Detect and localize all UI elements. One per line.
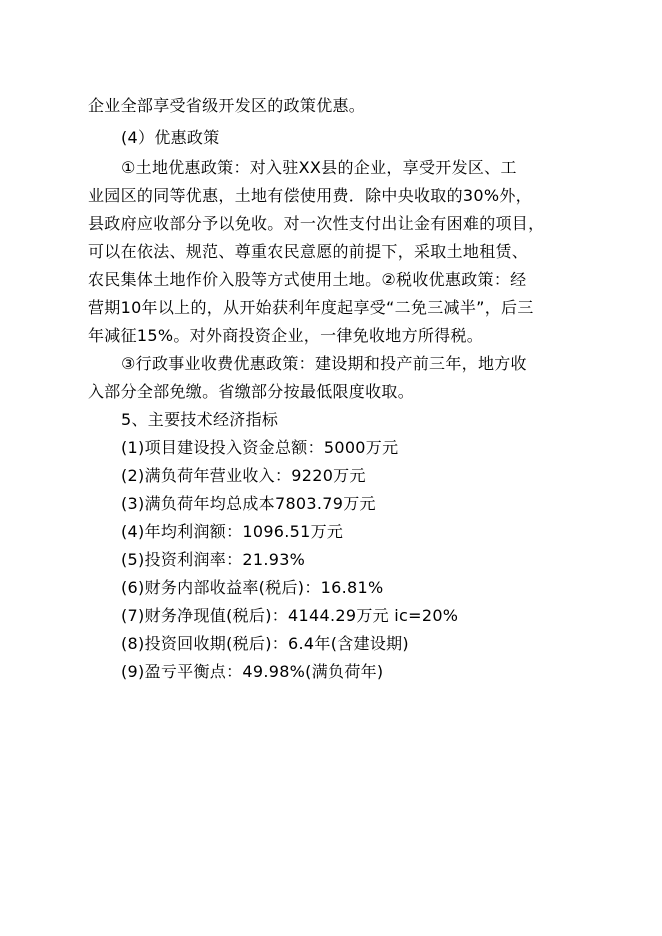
paragraph-line: 企业全部享受省级开发区的政策优惠。 [88, 96, 366, 115]
indicator-item: (4)年均利润额：1096.51万元 [121, 522, 344, 541]
paragraph-line: 农民集体土地作价入股等方式使用土地。②税收优惠政策：经 [88, 270, 527, 289]
indicator-item: (7)财务净现值(税后)：4144.29万元 ic=20% [121, 606, 459, 625]
paragraph-line: 业园区的同等优惠，土地有偿使用费．除中央收取的30%外， [88, 186, 532, 205]
section-heading-preferential-policies: (4）优惠政策 [121, 128, 220, 147]
paragraph-line: ③行政事业收费优惠政策：建设期和投产前三年，地方收 [121, 354, 527, 373]
paragraph-line: ①土地优惠政策：对入驻XX县的企业，享受开发区、工 [121, 158, 517, 177]
paragraph-line: 年减征15%。对外商投资企业，一律免收地方所得税。 [88, 326, 484, 345]
indicator-item: (2)满负荷年营业收入：9220万元 [121, 466, 366, 485]
paragraph-line: 县政府应收部分予以免收。对一次性支付出让金有困难的项目， [88, 214, 545, 233]
indicator-item: (6)财务内部收益率(税后)：16.81% [121, 578, 384, 597]
indicator-item: (9)盈亏平衡点：49.98%(满负荷年) [121, 662, 384, 681]
paragraph-line: 可以在依法、规范、尊重农民意愿的前提下，采取土地租赁、 [88, 242, 529, 261]
paragraph-line: 营期10年以上的，从开始获利年度起享受“二免三减半”，后三 [88, 298, 534, 317]
indicator-item: (1)项目建设投入资金总额：5000万元 [121, 438, 399, 457]
indicator-item: (8)投资回收期(税后)：6.4年(含建设期) [121, 634, 409, 653]
paragraph-line: 入部分全部免缴。省缴部分按最低限度收取。 [88, 382, 415, 401]
indicator-item: (5)投资利润率：21.93% [121, 550, 306, 569]
section-heading-economic-indicators: 5、主要技术经济指标 [121, 410, 279, 429]
indicator-item: (3)满负荷年均总成本7803.79万元 [121, 494, 376, 513]
